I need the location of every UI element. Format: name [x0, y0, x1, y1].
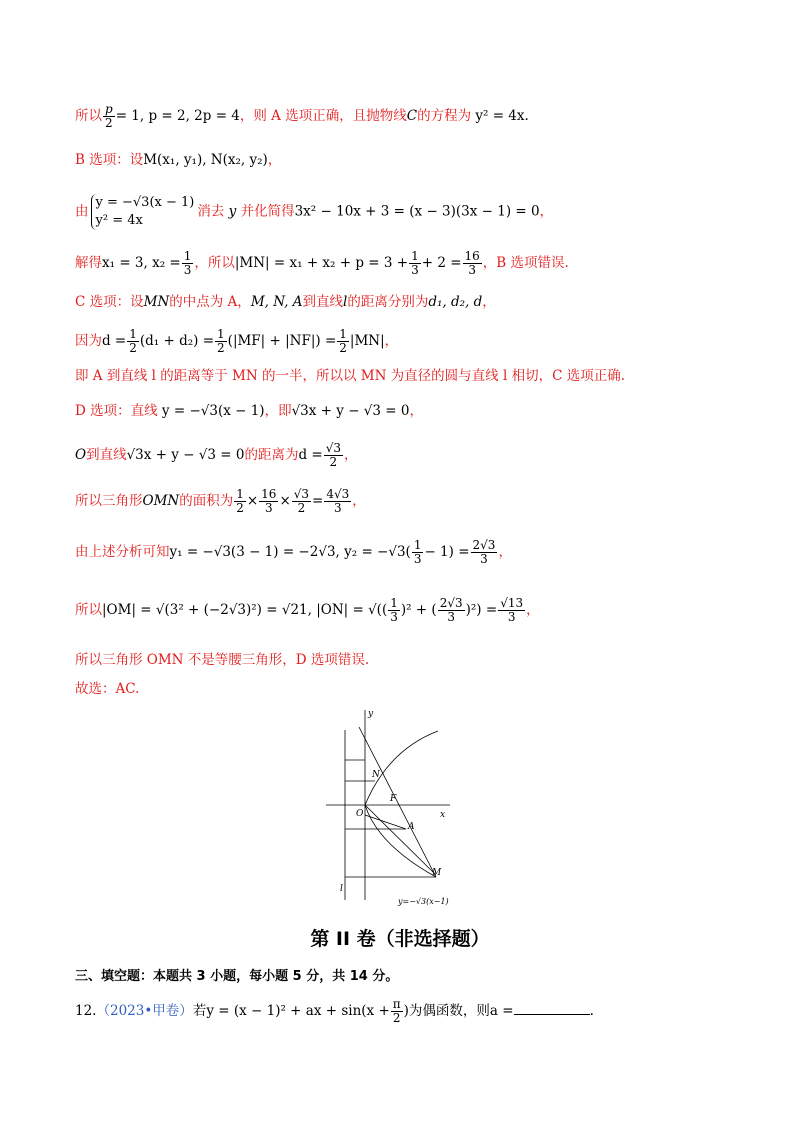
line-equation-label: y=−√3(x−1): [398, 897, 449, 906]
text-segment: D 选项：直线: [75, 403, 158, 419]
fraction-denominator: 2: [292, 501, 311, 515]
fraction-numerator: 4√3: [326, 487, 350, 501]
solution-line-12: [75, 597, 540, 624]
section-heading: 第 II 卷（非选择题）: [310, 928, 490, 950]
math-expression: |MN| = x₁ + x₂ + p = 3 +: [234, 255, 409, 271]
parabola-curve: [365, 731, 438, 877]
math-expression: y² = 4x: [475, 108, 525, 124]
text-segment: ，B 选项错误.: [482, 255, 569, 271]
math-operator: =: [312, 493, 324, 509]
math-variable: y: [228, 203, 237, 220]
text-segment: 所以: [75, 602, 102, 618]
text-segment: ，: [409, 403, 423, 419]
solution-line-3: [75, 194, 553, 230]
text-segment: 并化简得: [240, 203, 295, 220]
math-variable: OMN: [142, 493, 180, 509]
question-12: [75, 998, 594, 1025]
math-expression: d =: [298, 447, 323, 463]
fraction: [463, 250, 482, 277]
equation-system: [91, 194, 195, 230]
text-segment: 若: [192, 1003, 207, 1019]
fraction-numerator: p: [105, 102, 113, 116]
text-segment: 所以: [75, 108, 102, 124]
text-segment: ，: [498, 544, 512, 560]
math-expression: √3x + y − √3 = 0: [126, 447, 245, 463]
fraction: [259, 488, 278, 515]
solution-line-11: [75, 539, 512, 566]
fraction: [324, 488, 351, 515]
math-variable: l: [343, 294, 348, 310]
fraction-denominator: 2: [339, 341, 347, 355]
text-segment: ，所以: [194, 255, 235, 271]
text-segment: ，: [482, 294, 496, 310]
fraction-denominator: 3: [498, 610, 525, 624]
text-segment: 到直线: [86, 447, 127, 463]
fraction-numerator: 2√3: [439, 596, 463, 610]
text-segment: 即 A 到直线 l 的距离等于 MN 的一半，所以以 MN 为直径的圆与直线 l 相切，C 选项正确.: [75, 368, 625, 384]
fraction: [182, 250, 194, 277]
math-expression: y = (x − 1)² + ax + sin(x +: [206, 1003, 390, 1019]
question-source: （2023•甲卷）: [96, 1003, 193, 1019]
math-variable: MN: [143, 294, 170, 310]
point-a-label: A: [408, 822, 415, 832]
solution-line-14: [75, 679, 139, 699]
x-axis-label: x: [440, 810, 446, 820]
math-expression: = 1, p = 2, 2p = 4: [115, 108, 240, 124]
fraction: [391, 998, 403, 1025]
text-segment: 由上述分析可知: [75, 544, 170, 560]
fraction-denominator: 3: [411, 263, 419, 277]
fraction: [409, 250, 421, 277]
solution-line-7: [75, 366, 625, 386]
fraction: [412, 539, 424, 566]
parabola-figure: [318, 705, 463, 910]
fraction-denominator: 3: [413, 552, 422, 566]
fraction-numerator: 1: [129, 327, 137, 341]
math-variable: C: [406, 108, 418, 124]
fraction-numerator: 16: [464, 249, 480, 263]
math-expression: 3x² − 10x + 3 = (x − 3)(3x − 1) = 0: [294, 203, 540, 220]
fraction: [292, 488, 311, 515]
text-segment: .: [524, 108, 529, 124]
text-segment: ，则 A 选项正确，且抛物线: [239, 108, 407, 124]
text-segment: ，: [539, 203, 554, 220]
fraction-numerator: 1: [411, 249, 419, 263]
text-segment: 到直线: [302, 294, 343, 310]
text-segment: 由: [75, 203, 89, 220]
fraction: [438, 597, 465, 624]
math-operator: ×: [279, 493, 291, 509]
point-f-label: F: [390, 794, 397, 804]
text-segment: 解得: [75, 255, 102, 271]
fraction-denominator: 3: [471, 552, 498, 566]
point-n-label: N: [372, 770, 380, 780]
math-expression: |OM| = √(3² + (−2√3)²) = √21, |ON| = √((: [102, 602, 388, 618]
solution-line-1: [75, 103, 529, 130]
fraction-denominator: 2: [129, 341, 137, 355]
system-equation-2: y² = 4x: [95, 213, 143, 228]
fraction: [388, 597, 400, 624]
text-segment: 的距离分别为: [347, 294, 429, 310]
math-expression: y₁ = −√3(3 − 1) = −2√3, y₂ = −√3(: [169, 544, 411, 560]
text-segment: 所以三角形: [75, 493, 143, 509]
fraction-denominator: 3: [390, 610, 398, 624]
solution-line-8: [75, 401, 423, 421]
math-expression: − 1) =: [424, 544, 470, 560]
text-segment: ，: [526, 602, 540, 618]
fraction: [234, 488, 246, 515]
math-expression: y = −√3(x − 1): [161, 403, 265, 419]
fraction-denominator: 2: [324, 455, 343, 469]
text-segment: .: [589, 1003, 594, 1019]
fraction-denominator: 3: [463, 263, 482, 277]
text-segment: 因为: [75, 333, 102, 349]
answer-text: 故选：AC.: [75, 681, 140, 697]
math-expression: √3x + y − √3 = 0: [291, 403, 410, 419]
text-segment: 的中点为 A，: [169, 294, 251, 310]
solution-line-9: [75, 442, 358, 469]
fraction-denominator: 3: [324, 501, 351, 515]
fraction: [498, 597, 525, 624]
fraction-denominator: 2: [103, 116, 115, 130]
text-segment: 的距离为: [244, 447, 299, 463]
text-segment: 的方程为: [417, 108, 472, 124]
fraction-numerator: π: [392, 997, 401, 1011]
math-expression: a =: [489, 1003, 514, 1019]
point-m-label: M: [432, 868, 442, 878]
fraction-denominator: 3: [438, 610, 465, 624]
fraction: [127, 328, 139, 355]
text-segment: 的面积为: [179, 493, 234, 509]
figure-svg: [318, 705, 463, 910]
text-segment: C 选项：设: [75, 294, 144, 310]
fraction-denominator: 2: [217, 341, 225, 355]
fraction: [337, 328, 349, 355]
part-heading: 三、填空题：本题共 3 小题，每小题 5 分，共 14 分。: [75, 969, 399, 984]
text-segment: 为偶函数，则: [408, 1003, 490, 1019]
text-segment: B 选项：设: [75, 152, 144, 168]
answer-blank[interactable]: [514, 1000, 590, 1015]
question-number: 12.: [75, 1003, 97, 1019]
text-segment: ，: [384, 333, 399, 349]
text-segment: 消去: [197, 203, 225, 220]
fraction-numerator: 1: [413, 538, 422, 552]
fraction-numerator: 1: [390, 596, 398, 610]
math-expression: (|MF| + |NF|) =: [227, 333, 337, 349]
math-expression: )²) =: [465, 602, 498, 618]
math-expression: d₁, d₂, d: [428, 294, 483, 310]
origin-label: O: [356, 809, 364, 819]
fraction-denominator: 2: [236, 501, 244, 515]
solution-line-13: [75, 650, 369, 670]
fraction-numerator: √3: [325, 441, 342, 455]
line-mn: [359, 727, 436, 877]
fraction: [103, 103, 115, 130]
math-expression: (d₁ + d₂) =: [139, 333, 215, 349]
fraction-numerator: 1: [183, 249, 192, 263]
text-segment: 所以三角形 OMN 不是等腰三角形，D 选项错误.: [75, 652, 370, 668]
math-expression: |MN|: [349, 333, 385, 349]
fraction-numerator: 1: [236, 487, 244, 501]
math-expression: )² + (: [400, 602, 437, 618]
math-operator: ×: [246, 493, 259, 509]
text-segment: ，: [267, 152, 282, 168]
fraction-numerator: 16: [261, 487, 277, 501]
fraction-numerator: 1: [217, 327, 225, 341]
text-segment: ，即: [264, 403, 292, 419]
solution-line-6: [75, 328, 398, 355]
math-expression: x₁ = 3, x₂ =: [102, 255, 181, 271]
segment-om: [365, 805, 436, 875]
solution-line-2: [75, 150, 281, 170]
text-segment: ，: [344, 447, 358, 463]
fraction-denominator: 3: [259, 501, 278, 515]
math-expression: ): [403, 1003, 409, 1019]
segment-oa: [365, 815, 406, 829]
directrix-label: l: [340, 884, 343, 894]
fraction-numerator: √13: [500, 596, 524, 610]
fraction-numerator: 1: [339, 327, 347, 341]
fraction-numerator: √3: [293, 487, 310, 501]
fraction-denominator: 3: [183, 263, 192, 277]
system-equation-1: y = −√3(x − 1): [95, 195, 195, 210]
fraction: [471, 539, 498, 566]
fraction: [324, 442, 343, 469]
math-variable: O: [75, 447, 87, 463]
fraction: [215, 328, 227, 355]
math-expression: M(x₁, y₁), N(x₂, y₂): [143, 152, 268, 168]
solution-line-4: [75, 250, 569, 277]
math-expression: M, N, A: [250, 294, 303, 310]
fraction-denominator: 2: [391, 1011, 403, 1025]
solution-line-10: [75, 488, 366, 515]
math-expression: d =: [102, 333, 127, 349]
y-axis-label: y: [368, 709, 374, 719]
fraction-numerator: 2√3: [472, 538, 496, 552]
text-segment: ，: [352, 493, 366, 509]
math-expression: + 2 =: [421, 255, 462, 271]
solution-line-5: [75, 292, 496, 312]
